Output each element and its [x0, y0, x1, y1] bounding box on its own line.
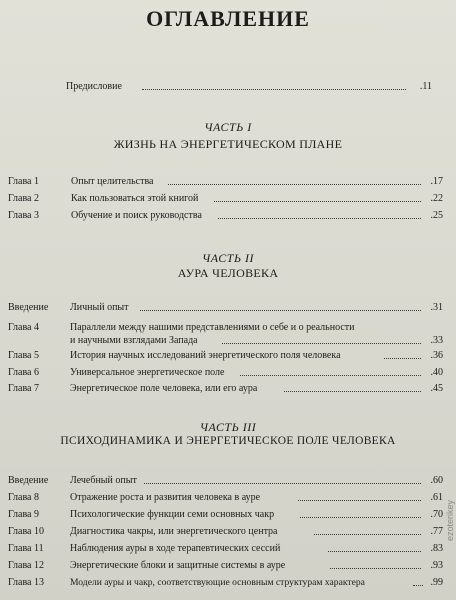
toc-entry — [8, 560, 443, 572]
toc-entry — [8, 526, 443, 538]
toc-entry — [8, 509, 443, 521]
leader-dots — [218, 218, 421, 219]
chapter-label: Глава 9 — [8, 509, 39, 520]
preface-label: Предисловие — [66, 81, 122, 92]
leader-dots — [144, 483, 421, 484]
chapter-page: .99 — [430, 577, 443, 588]
chapter-page: .36 — [430, 350, 443, 361]
part-title: ЖИЗНЬ НА ЭНЕРГЕТИЧЕСКОМ ПЛАНЕ — [113, 137, 343, 151]
toc-entry — [8, 302, 443, 314]
chapter-label: Глава 2 — [8, 193, 39, 204]
toc-entry — [8, 543, 443, 555]
chapter-title: Модели ауры и чакр, соответствующие основным структурам характера — [70, 577, 365, 588]
chapter-page: .33 — [430, 335, 443, 346]
chapter-title: Энергетическое поле человека, или его аура — [70, 383, 258, 394]
leader-dots — [314, 534, 421, 535]
chapter-label: Глава 12 — [8, 560, 44, 571]
leader-dots — [384, 358, 421, 359]
chapter-page: .70 — [430, 509, 443, 520]
chapter-label: Глава 1 — [8, 176, 39, 187]
chapter-page: .83 — [430, 543, 443, 554]
preface-page: .11 — [419, 81, 432, 92]
toc-entry — [8, 322, 443, 348]
leader-dots — [330, 568, 421, 569]
page-title: ОГЛАВЛЕНИЕ — [146, 6, 310, 31]
chapter-label: Глава 8 — [8, 492, 39, 503]
preface-entry — [66, 81, 432, 93]
leader-dots — [298, 500, 421, 501]
leader-dots — [222, 343, 421, 344]
leader-dots — [140, 310, 421, 311]
chapter-page: .31 — [430, 302, 443, 313]
chapter-title: Параллели между нашими представлениями о себе и о реальности — [70, 322, 355, 333]
chapter-label: Введение — [8, 302, 49, 313]
chapter-page: .60 — [430, 475, 443, 486]
watermark-text: ezoterikey — [445, 500, 455, 542]
chapter-title: Диагностика чакры, или энергетического центра — [70, 526, 278, 537]
part-title: ПСИХОДИНАМИКА И ЭНЕРГЕТИЧЕСКОЕ ПОЛЕ ЧЕЛОВЕКА — [60, 435, 396, 447]
toc-entry — [8, 350, 443, 362]
chapter-page: .25 — [430, 210, 443, 221]
toc-entry — [8, 383, 443, 395]
chapter-title: Личный опыт — [70, 302, 129, 313]
chapter-title: Опыт целительства — [71, 176, 154, 187]
leader-dots — [240, 375, 421, 376]
toc-entry — [8, 475, 443, 487]
part-label: ЧАСТЬ II — [201, 251, 255, 265]
chapter-label: Введение — [8, 475, 49, 486]
chapter-page: .93 — [430, 560, 443, 571]
chapter-title: Психологические функции семи основных чакр — [70, 509, 275, 520]
chapter-page: .40 — [430, 367, 443, 378]
toc-entry — [8, 176, 443, 188]
leader-dots — [300, 517, 421, 518]
chapter-label: Глава 13 — [8, 577, 44, 588]
chapter-page: .45 — [430, 383, 443, 394]
toc-entry — [8, 492, 443, 504]
part-title: АУРА ЧЕЛОВЕКА — [177, 266, 279, 280]
chapter-label: Глава 7 — [8, 383, 39, 394]
chapter-title: Как пользоваться этой книгой — [71, 193, 199, 204]
leader-dots — [142, 89, 406, 90]
chapter-label: Глава 3 — [8, 210, 39, 221]
chapter-label: Глава 10 — [8, 526, 44, 537]
chapter-label: Глава 6 — [8, 367, 39, 378]
part-label: ЧАСТЬ I — [204, 120, 252, 134]
chapter-page: .77 — [430, 526, 443, 537]
leader-dots — [214, 201, 421, 202]
toc-entry — [8, 210, 443, 222]
leader-dots — [328, 551, 421, 552]
chapter-page: .17 — [430, 176, 443, 187]
chapter-label: Глава 5 — [8, 350, 39, 361]
leader-dots — [284, 391, 421, 392]
chapter-title: Обучение и поиск руководства — [71, 210, 202, 221]
chapter-title: Универсальное энергетическое поле — [70, 367, 225, 378]
chapter-label: Глава 11 — [8, 543, 44, 554]
chapter-page: .61 — [430, 492, 443, 503]
toc-entry — [8, 367, 443, 379]
leader-dots — [168, 184, 421, 185]
chapter-title: Наблюдения ауры в ходе терапевтических сессий — [70, 543, 281, 554]
chapter-label: Глава 4 — [8, 322, 39, 333]
leader-dots — [413, 585, 423, 586]
toc-entry — [8, 577, 443, 589]
chapter-title: История научных исследований энергетического поля человека — [70, 350, 341, 361]
chapter-title: Лечебный опыт — [70, 475, 137, 486]
chapter-title-continued: и научными взглядами Запада — [70, 335, 198, 346]
toc-entry — [8, 193, 443, 205]
part-label: ЧАСТЬ III — [199, 420, 257, 434]
chapter-title: Энергетические блоки и защитные системы в ауре — [70, 560, 286, 571]
chapter-page: .22 — [430, 193, 443, 204]
chapter-title: Отражение роста и развития человека в ауре — [70, 492, 261, 503]
